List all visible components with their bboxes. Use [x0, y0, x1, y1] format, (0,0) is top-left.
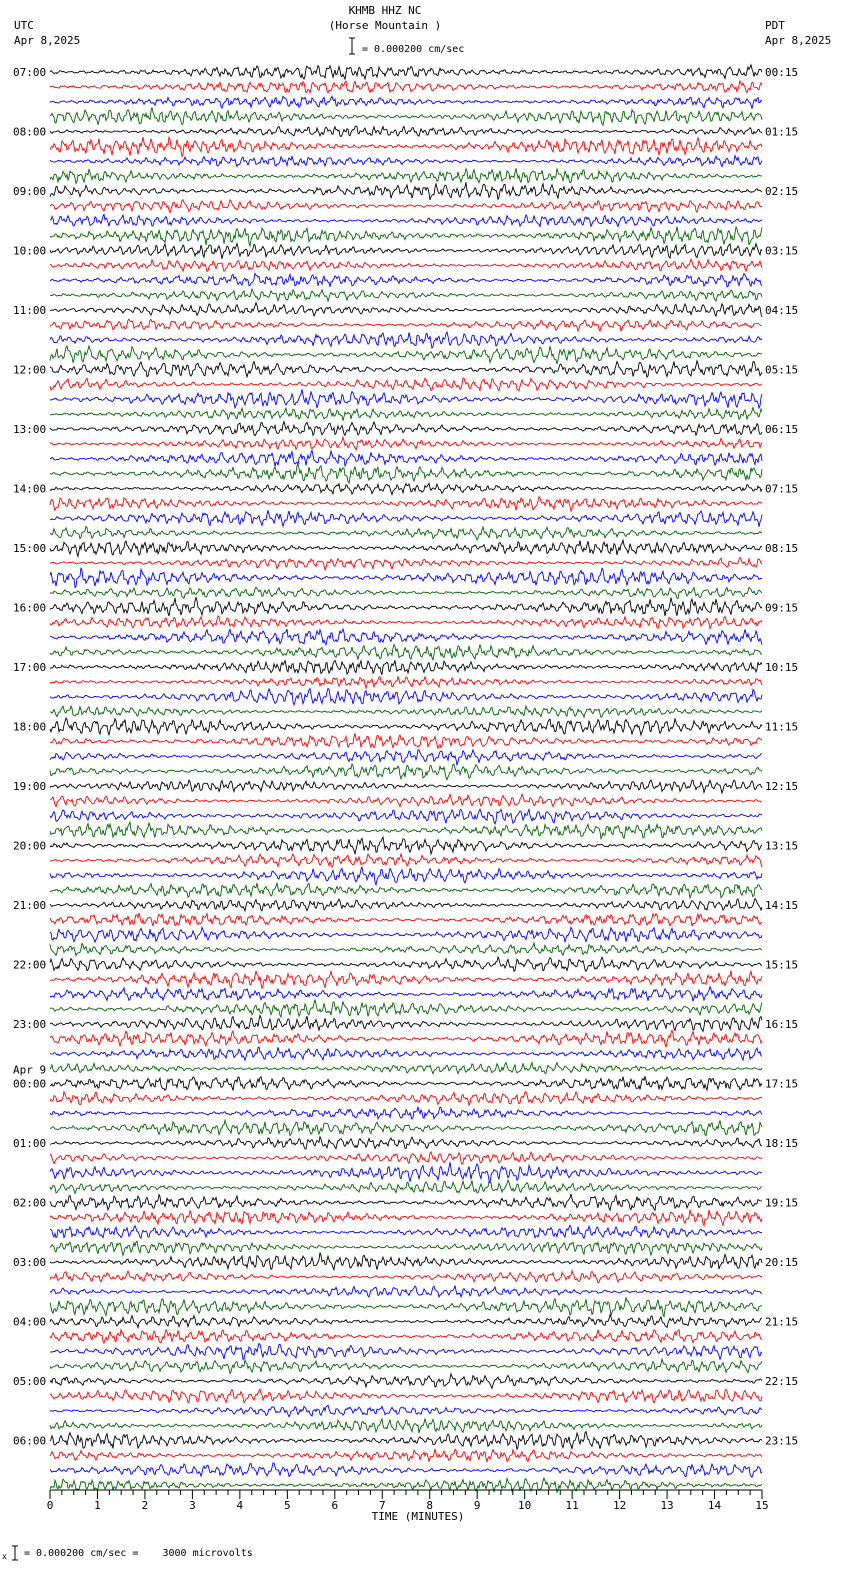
trace-line: [50, 987, 762, 1002]
utc-hour-label: 19:00: [13, 780, 47, 793]
trace-line: [50, 1374, 762, 1389]
tick-label: 15: [755, 1499, 769, 1512]
trace-line: [50, 597, 762, 616]
pdt-hour-label: 11:15: [765, 720, 799, 734]
trace-line: [50, 408, 762, 421]
trace-line: [50, 971, 762, 989]
utc-hour-label: 05:00: [13, 1375, 47, 1388]
trace-line: [50, 809, 762, 824]
utc-hour-label: 10:00: [13, 244, 47, 258]
trace-line: [50, 214, 762, 226]
tick-label: 5: [284, 1499, 291, 1512]
trace-line: [50, 1405, 762, 1417]
trace-line: [50, 96, 762, 108]
trace-line: [50, 1047, 762, 1060]
x-axis-label: TIME (MINUTES): [371, 1510, 465, 1523]
tick-label: 4: [236, 1499, 244, 1512]
pdt-hour-label: 20:15: [765, 1256, 799, 1269]
tick-label: 1: [94, 1499, 101, 1512]
pdt-hour-label: 02:15: [765, 185, 799, 198]
utc-hour-label: 13:00: [13, 423, 47, 436]
utc-hour-label: 16:00: [13, 601, 47, 615]
trace-line: [50, 1344, 762, 1360]
trace-line: [50, 660, 762, 674]
trace-line: [50, 1194, 762, 1210]
trace-line: [50, 273, 762, 286]
day-change-label: Apr 9: [13, 1063, 47, 1077]
trace-line: [50, 750, 762, 765]
trace-line: [50, 677, 762, 689]
tick-label: 8: [426, 1499, 434, 1512]
tick-label: 0: [46, 1499, 54, 1512]
utc-hour-label: 17:00: [13, 661, 47, 674]
pdt-hour-label: 08:15: [765, 542, 799, 555]
trace-line: [50, 1253, 762, 1270]
scale-bar-label: = 0.000200 cm/sec: [362, 44, 465, 55]
trace-line: [50, 718, 762, 735]
trace-line: [50, 1431, 762, 1449]
trace-line: [50, 1271, 762, 1283]
trace-line: [50, 168, 762, 183]
tick-label: 2: [141, 1499, 149, 1512]
utc-hour-label: 22:00: [13, 958, 47, 972]
trace-line: [50, 1297, 762, 1316]
pdt-hour-label: 18:15: [765, 1137, 799, 1150]
pdt-hour-label: 21:15: [765, 1315, 799, 1329]
trace-line: [50, 644, 762, 659]
station-location: (Horse Mountain ): [328, 19, 442, 32]
tick-label: 14: [707, 1499, 722, 1512]
trace-line: [50, 1107, 762, 1119]
trace-line: [50, 764, 762, 780]
trace-line: [50, 81, 762, 93]
trace-line: [50, 1225, 762, 1238]
trace-line: [50, 1076, 762, 1090]
trace-line: [50, 1449, 762, 1462]
trace-line: [50, 927, 762, 942]
trace-line: [50, 526, 762, 539]
tick-label: 10: [518, 1499, 532, 1512]
pdt-hour-label: 12:15: [765, 780, 799, 793]
trace-line: [50, 568, 762, 588]
utc-hour-label: 15:00: [13, 542, 47, 555]
tick-label: 3: [189, 1499, 196, 1512]
trace-line: [50, 957, 762, 971]
trace-line: [50, 1152, 762, 1164]
trace-line: [50, 182, 762, 200]
trace-line: [50, 259, 762, 271]
trace-line: [50, 1210, 762, 1226]
utc-hour-label: 04:00: [13, 1315, 47, 1329]
time-axis: [47, 1490, 769, 1523]
utc-hour-label: 07:00: [13, 66, 47, 79]
trace-line: [50, 126, 762, 137]
pdt-hour-label: 00:15: [765, 66, 799, 79]
pdt-hour-label: 07:15: [765, 482, 799, 496]
trace-line: [50, 1030, 762, 1047]
trace-line: [50, 244, 762, 259]
trace-line: [50, 629, 762, 645]
trace-line: [50, 437, 762, 450]
trace-line: [50, 913, 762, 926]
trace-line: [50, 1315, 762, 1328]
trace-line: [50, 389, 762, 408]
trace-line: [50, 450, 762, 466]
station-title: KHMB HHZ NC: [348, 4, 422, 17]
trace-line: [50, 137, 762, 156]
trace-line: [50, 1063, 762, 1074]
utc-hour-label: 01:00: [13, 1137, 47, 1150]
trace-line: [50, 1330, 762, 1344]
trace-line: [50, 1419, 762, 1434]
tick-label: 11: [565, 1499, 579, 1512]
right-date: Apr 8,2025: [765, 34, 832, 47]
pdt-hour-label: 13:15: [765, 839, 799, 853]
utc-hour-label: 21:00: [13, 899, 47, 912]
trace-line: [50, 483, 762, 494]
tick-label: 6: [331, 1499, 339, 1512]
trace-line: [50, 332, 762, 348]
trace-line: [50, 558, 762, 570]
utc-hour-label: 09:00: [13, 185, 47, 198]
pdt-hour-label: 10:15: [765, 661, 799, 674]
trace-line: [50, 587, 762, 598]
trace-line: [50, 361, 762, 377]
trace-line: [50, 1389, 762, 1403]
left-timezone: UTC: [14, 19, 34, 32]
footer-scale-bar-icon: [2, 1546, 18, 1561]
trace-line: [50, 867, 762, 885]
pdt-hour-label: 04:15: [765, 304, 799, 317]
trace-line: [50, 497, 762, 512]
utc-hour-label: 02:00: [13, 1196, 47, 1210]
trace-line: [50, 422, 762, 436]
trace-line: [50, 200, 762, 213]
trace-group: [50, 65, 762, 1492]
trace-line: [50, 616, 762, 629]
trace-line: [50, 837, 762, 854]
tick-label: 7: [378, 1499, 386, 1512]
trace-line: [50, 227, 762, 246]
pdt-hour-label: 09:15: [765, 601, 799, 615]
tick-label: 9: [473, 1499, 481, 1512]
pdt-hour-label: 01:15: [765, 125, 799, 139]
trace-line: [50, 854, 762, 867]
trace-line: [50, 1137, 762, 1149]
trace-line: [50, 540, 762, 556]
trace-line: [50, 319, 762, 331]
trace-line: [50, 898, 762, 910]
left-date: Apr 8,2025: [14, 34, 81, 47]
trace-line: [50, 1359, 762, 1373]
utc-hour-label: 14:00: [13, 482, 47, 496]
utc-hour-label: 03:00: [13, 1256, 47, 1269]
tick-label: 12: [612, 1499, 627, 1512]
utc-hour-label: 06:00: [13, 1434, 47, 1448]
trace-line: [50, 65, 762, 79]
tick-label: 13: [660, 1499, 674, 1512]
trace-line: [50, 733, 762, 748]
trace-line: [50, 706, 762, 717]
trace-line: [50, 1286, 762, 1297]
pdt-hour-label: 22:15: [765, 1375, 799, 1388]
utc-hour-label: 23:00: [13, 1018, 47, 1031]
trace-line: [50, 1120, 762, 1135]
trace-line: [50, 794, 762, 807]
trace-line: [50, 510, 762, 527]
svg-text:x: x: [2, 1552, 7, 1561]
trace-line: [50, 107, 762, 125]
trace-line: [50, 1016, 762, 1032]
trace-line: [50, 1241, 762, 1255]
utc-hour-label: 08:00: [13, 125, 47, 139]
trace-line: [50, 346, 762, 364]
utc-hour-label: 20:00: [13, 839, 47, 853]
trace-line: [50, 822, 762, 838]
pdt-hour-label: 06:15: [765, 423, 799, 436]
trace-line: [50, 303, 762, 317]
trace-line: [50, 780, 762, 793]
pdt-hour-label: 14:15: [765, 899, 799, 912]
pdt-hour-label: 16:15: [765, 1018, 799, 1031]
utc-hour-label: 12:00: [13, 363, 47, 377]
trace-line: [50, 156, 762, 167]
pdt-hour-label: 19:15: [765, 1196, 799, 1210]
utc-hour-label: 11:00: [13, 304, 47, 317]
pdt-hour-label: 17:15: [765, 1077, 799, 1091]
trace-line: [50, 1180, 762, 1193]
trace-line: [50, 1162, 762, 1183]
trace-line: [50, 1092, 762, 1105]
trace-line: [50, 289, 762, 301]
pdt-hour-label: 03:15: [765, 244, 799, 258]
right-timezone: PDT: [765, 19, 785, 32]
pdt-hour-label: 15:15: [765, 958, 799, 972]
pdt-hour-label: 23:15: [765, 1434, 799, 1448]
trace-line: [50, 1000, 762, 1017]
trace-line: [50, 688, 762, 705]
trace-line: [50, 883, 762, 898]
utc-hour-label: 00:00: [13, 1077, 47, 1091]
pdt-hour-label: 05:15: [765, 363, 799, 377]
trace-line: [50, 378, 762, 391]
footer-scale-label: = 0.000200 cm/sec = 3000 microvolts: [24, 1548, 253, 1559]
trace-line: [50, 943, 762, 956]
trace-line: [50, 465, 762, 483]
utc-hour-label: 18:00: [13, 720, 47, 734]
trace-line: [50, 1463, 762, 1477]
scale-bar-icon: [349, 38, 355, 54]
